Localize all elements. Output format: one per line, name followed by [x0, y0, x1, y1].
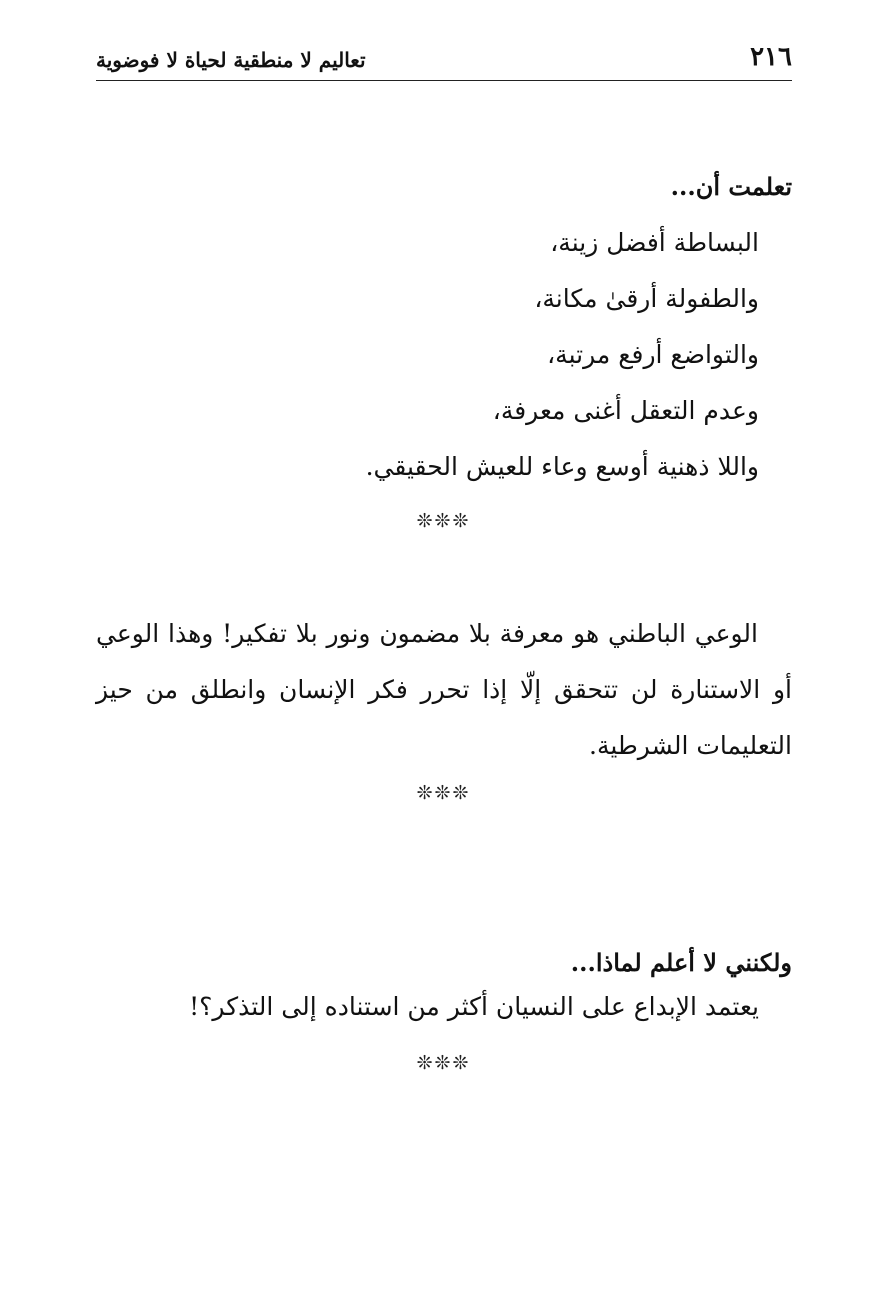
section3-line: يعتمد الإبداع على النسيان أكثر من استناده إلى التذكر؟! — [189, 992, 759, 1021]
poem-line-1: البساطة أفضل زينة، — [550, 228, 759, 257]
separator-1: ❊❊❊ — [416, 510, 471, 532]
section1-heading: تعلمت أن... — [670, 172, 792, 201]
section3-heading: ولكنني لا أعلم لماذا... — [570, 948, 792, 977]
book-title: تعاليم لا منطقية لحياة لا فوضوية — [96, 48, 366, 72]
page-number: ٢١٦ — [750, 42, 792, 72]
separator-2: ❊❊❊ — [416, 782, 471, 804]
separator-3: ❊❊❊ — [416, 1052, 471, 1074]
page-header — [96, 40, 792, 81]
poem-line-4: وعدم التعقل أغنى معرفة، — [492, 396, 759, 425]
paragraph-text: الوعي الباطني هو معرفة بلا مضمون ونور بلا تفكير! وهذا الوعي أو الاستنارة لن تتحقق إلّا إذا تحرر فكر الإنسان وانطلق من حيز التعليمات الشرطية. — [96, 619, 792, 760]
poem-line-2: والطفولة أرقىٰ مكانة، — [534, 284, 759, 313]
poem-line-3: والتواضع أرفع مرتبة، — [547, 340, 759, 369]
poem-line-5: واللا ذهنية أوسع وعاء للعيش الحقيقي. — [365, 452, 759, 481]
section2-paragraph — [96, 606, 792, 774]
